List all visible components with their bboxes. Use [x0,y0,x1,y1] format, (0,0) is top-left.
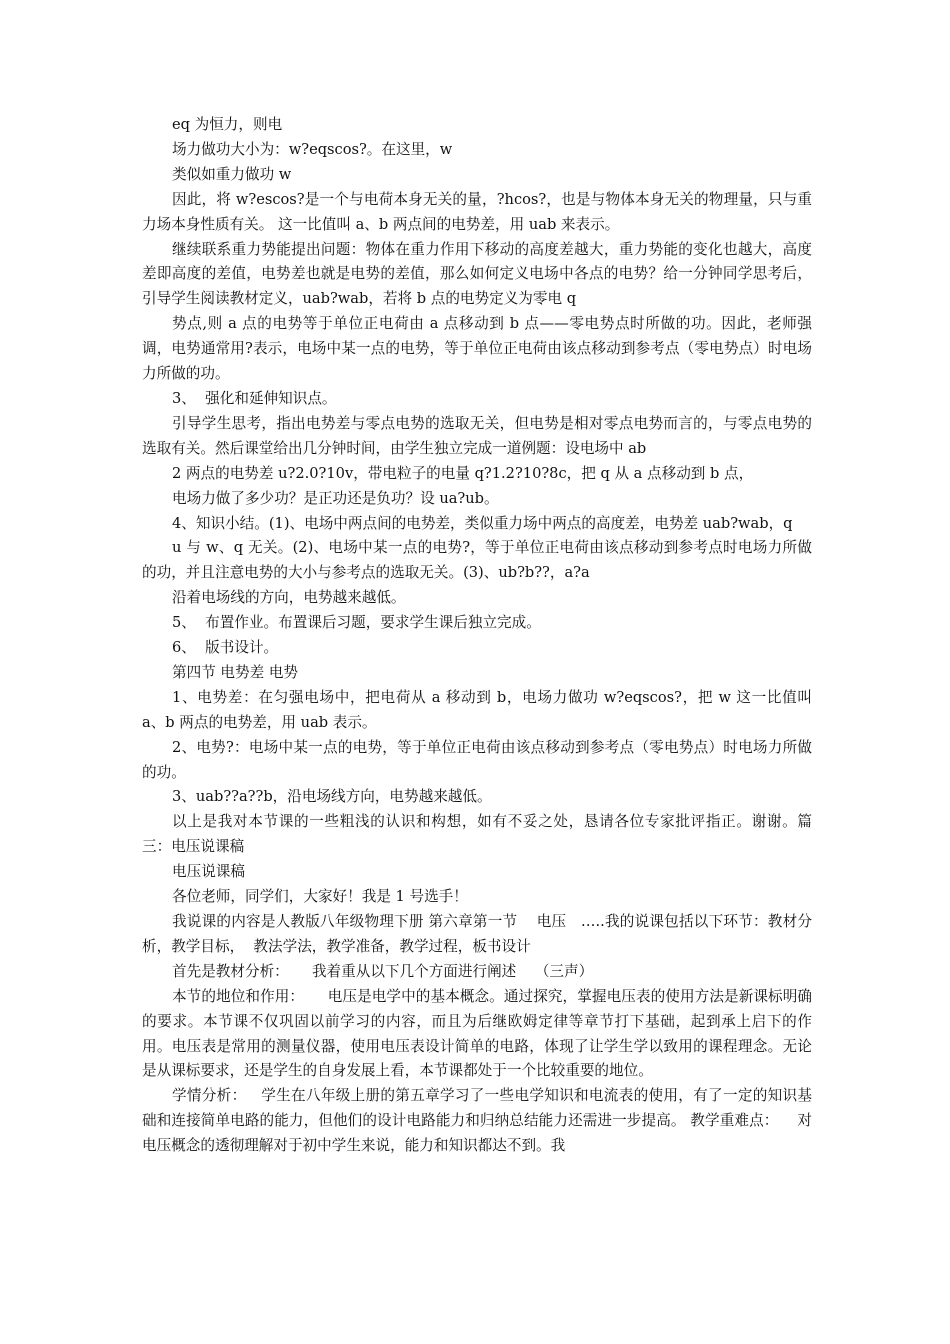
paragraph: 引导学生思考，指出电势差与零点电势的选取无关，但电势是相对零点电势而言的，与零点电势的选取有关。然后课堂给出几分钟时间，由学生独立完成一道例题：设电场中 ab [142,414,812,457]
paragraph: 沿着电场线的方向，电势越来越低。 [172,589,406,607]
paragraph: 第四节 电势差 电势 [172,663,299,681]
paragraph: 继续联系重力势能提出问题：物体在重力作用下移动的高度差越大，重力势能的变化也越大，高度差即高度的差值，电势差也就是电势的差值，那么如何定义电场中各点的电势？给一分钟同学思考后，引导学生阅读教材定义，uab?wab，若将 b 点的电势定义为零电 q [142,240,812,308]
paragraph: 场力做功大小为：w?eqscos?。在这里，w [172,140,453,158]
paragraph: 势点,则 a 点的电势等于单位正电荷由 a 点移动到 b 点——零电势点时所做的功。因此，老师强调，电势通常用?表示，电场中某一点的电势，等于单位正电荷由该点移动到参考点（零电势点）时电场力所做的功。 [142,315,812,383]
paragraph: 2 两点的电势差 u?2.0?10v，带电粒子的电量 q?1.2?10?8c，把 q 从 a 点移动到 b 点， [172,464,754,482]
paragraph: 首先是教材分析： 我着重从以下几个方面进行阐述 （三声） [172,962,594,980]
paragraph: 电场力做了多少功？是正功还是负功？设 ua?ub。 [172,489,499,507]
paragraph: 学情分析： 学生在八年级上册的第五章学习了一些电学知识和电流表的使用，有了一定的知识基础和连接简单电路的能力，但他们的设计电路能力和归纳总结能力还需进一步提高。 教学重难点： 对电压概念的透彻理解对于初中学生来说，能力和知识都达不到。我 [142,1087,812,1155]
paragraph: 本节的地位和作用： 电压是电学中的基本概念。通过探究，掌握电压表的使用方法是新课标明确的要求。本节课不仅巩固以前学习的内容，而且为后继欧姆定律等章节打下基础，起到承上启下的作用。电压表是常用的测量仪器，使用电压表设计简单的电路，体现了让学生学以致用的课程理念。无论是从课标要求，还是学生的自身发展上看，本节课都处于一个比较重要的地位。 [142,987,812,1080]
paragraph: eq 为恒力，则电 [172,116,283,133]
document-body [142,113,817,1159]
paragraph: 4、知识小结。(1)、电场中两点间的电势差，类似重力场中两点的高度差，电势差 uab?wab，q [172,514,793,532]
paragraph: 各位老师，同学们，大家好！我是 1 号选手！ [172,888,468,906]
paragraph: 5、 布置作业。布置课后习题，要求学生课后独立完成。 [172,614,541,632]
paragraph: u 与 w、q 无关。(2)、电场中某一点的电势?，等于单位正电荷由该点移动到参考点时电场力所做的功，并且注意电势的大小与参考点的选取无关。(3)、ub?b??，a?a [142,539,812,582]
paragraph: 电压说课稿 [172,863,245,881]
paragraph: 以上是我对本节课的一些粗浅的认识和构想，如有不妥之处，恳请各位专家批评指正。谢谢。篇三：电压说课稿 [142,813,812,856]
paragraph: 1、电势差：在匀强电场中，把电荷从 a 移动到 b，电场力做功 w?eqscos?，把 w 这一比值叫 a、b 两点的电势差，用 uab 表示。 [142,688,817,731]
paragraph: 6、 版书设计。 [172,639,279,657]
paragraph: 2、电势?：电场中某一点的电势，等于单位正电荷由该点移动到参考点（零电势点）时电场力所做的功。 [142,738,812,781]
paragraph: 因此，将 w?escos?是一个与电荷本身无关的量，?hcos?，也是与物体本身无关的物理量，只与重力场本身性质有关。 这一比值叫 a、b 两点间的电势差，用 uab 来表示。 [142,190,812,233]
paragraph: 类似如重力做功 w [172,165,292,183]
paragraph: 3、uab??a??b，沿电场线方向，电势越来越低。 [172,788,492,806]
paragraph: 3、 强化和延伸知识点。 [172,389,337,407]
paragraph: 我说课的内容是人教版八年级物理下册 第六章第一节 电压 …..我的说课包括以下环节：教材分析，教学目标， 教法学法，教学准备，教学过程，板书设计 [142,913,812,955]
